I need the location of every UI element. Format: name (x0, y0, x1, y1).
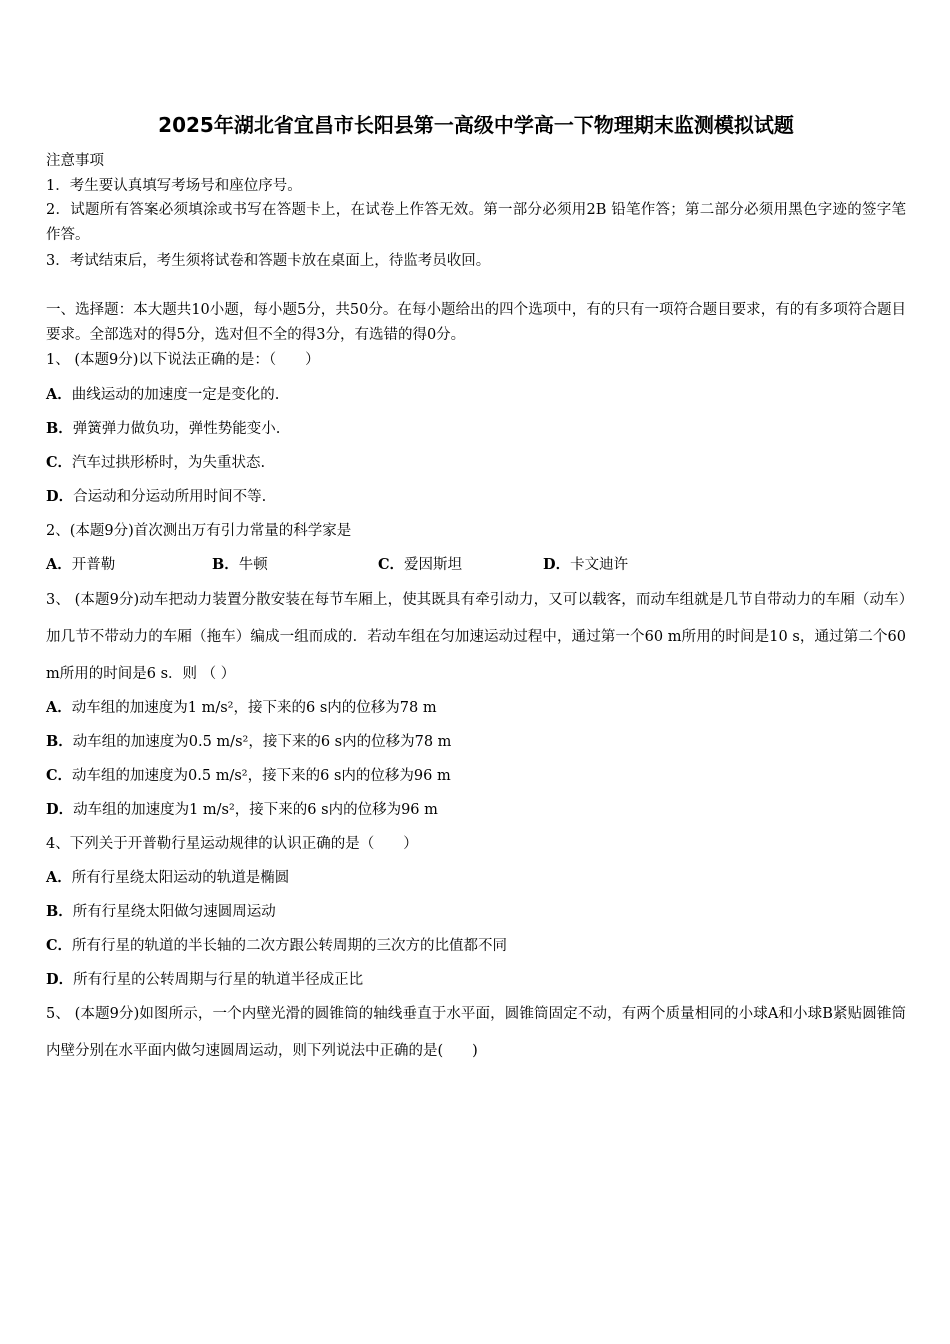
option-text: 动车组的加速度为1 m/s²，接下来的6 s内的位移为96 m (73, 802, 438, 818)
option-label: D． (46, 801, 74, 818)
question-1-option-c (46, 453, 906, 473)
question-4-option-a (46, 868, 906, 888)
option-text: 弹簧弹力做负功，弹性势能变小. (72, 421, 281, 437)
question-1-option-d (46, 487, 906, 507)
question-2-option-b (212, 555, 378, 575)
question-3-stem: 3、 (本题9分)动车把动力装置分散安装在每节车厢上，使其既具有牵引动力，又可以载客，而动车组就是几节自带动力的车厢（动车）加几节不带动力的车厢（拖车）编成一组而成的．若动车组在匀加速运动过程中，通过第一个60 m所用的时间是10 s，通过第二个60 m所用的时间是6 s．则 （ ） (46, 592, 906, 682)
option-label: C． (378, 556, 405, 573)
option-label: A． (46, 869, 72, 886)
option-text: 卡文迪许 (570, 557, 629, 573)
option-label: A． (46, 556, 72, 573)
option-label: C． (46, 767, 73, 784)
option-text: 所有行星绕太阳运动的轨道是椭圆 (71, 870, 290, 886)
question-2-option-d (543, 555, 628, 575)
option-text: 动车组的加速度为0.5 m/s²，接下来的6 s内的位移为78 m (72, 734, 452, 750)
notice-item-2: 2．试题所有答案必须填涂或书写在答题卡上，在试卷上作答无效。第一部分必须用2B 铅笔作答；第二部分必须用黑色字迹的签字笔作答。 (46, 202, 906, 243)
option-text: 所有行星的公转周期与行星的轨道半径成正比 (73, 972, 364, 988)
option-text: 爱因斯坦 (404, 557, 463, 573)
question-1-option-b (46, 419, 906, 439)
question-3-option-a (46, 698, 906, 718)
question-4-stem: 4、下列关于开普勒行星运动规律的认识正确的是（ ） (46, 836, 418, 852)
option-text: 所有行星的轨道的半长轴的二次方跟公转周期的三次方的比值都不同 (72, 938, 508, 954)
option-text: 所有行星绕太阳做匀速圆周运动 (72, 904, 276, 920)
question-2-option-c (378, 555, 543, 575)
option-label: C． (46, 937, 73, 954)
question-2-stem: 2、(本题9分)首次测出万有引力常量的科学家是 (46, 523, 352, 539)
question-3-option-b (46, 732, 906, 752)
question-4-option-c (46, 936, 906, 956)
option-text: 曲线运动的加速度一定是变化的. (71, 387, 280, 403)
section-intro: 一、选择题：本大题共10小题，每小题5分，共50分。在每小题给出的四个选项中，有的只有一项符合题目要求，有的有多项符合题目要求。全部选对的得5分，选对但不全的得3分，有选错的得0分。 (46, 302, 906, 343)
notice-item-1: 1．考生要认真填写考场号和座位序号。 (46, 178, 302, 194)
option-label: A． (46, 699, 72, 716)
option-text: 汽车过拱形桥时，为失重状态. (72, 455, 266, 471)
option-label: B． (46, 903, 73, 920)
option-label: D． (46, 488, 74, 505)
question-2-option-a (46, 555, 212, 575)
question-1-stem: 1、 (本题9分)以下说法正确的是：（ ） (46, 352, 320, 368)
option-text: 牛顿 (238, 557, 268, 573)
option-label: A． (46, 386, 72, 403)
option-label: B． (212, 556, 239, 573)
option-label: B． (46, 420, 73, 437)
question-3-option-c (46, 766, 906, 786)
question-4-option-d (46, 970, 906, 990)
option-label: D． (46, 971, 74, 988)
option-text: 动车组的加速度为0.5 m/s²，接下来的6 s内的位移为96 m (72, 768, 451, 784)
option-label: B． (46, 733, 73, 750)
question-2-options (46, 555, 906, 575)
option-text: 开普勒 (71, 557, 116, 573)
option-label: C． (46, 454, 73, 471)
question-4-option-b (46, 902, 906, 922)
notice-heading: 注意事项 (46, 153, 104, 169)
question-5-stem: 5、 (本题9分)如图所示，一个内壁光滑的圆锥筒的轴线垂直于水平面，圆锥筒固定不动，有两个质量相同的小球A和小球B紧贴圆锥筒内壁分别在水平面内做匀速圆周运动，则下列说法中正确的是( ) (46, 1006, 906, 1059)
question-1-option-a (46, 385, 906, 405)
question-3-option-d (46, 800, 906, 820)
option-label: D． (543, 556, 571, 573)
option-text: 动车组的加速度为1 m/s²，接下来的6 s内的位移为78 m (71, 700, 437, 716)
page-title: 2025年湖北省宜昌市长阳县第一高级中学高一下物理期末监测模拟试题 (158, 113, 794, 137)
notice-item-3: 3．考试结束后，考生须将试卷和答题卡放在桌面上，待监考员收回。 (46, 253, 491, 269)
option-text: 合运动和分运动所用时间不等. (73, 489, 267, 505)
